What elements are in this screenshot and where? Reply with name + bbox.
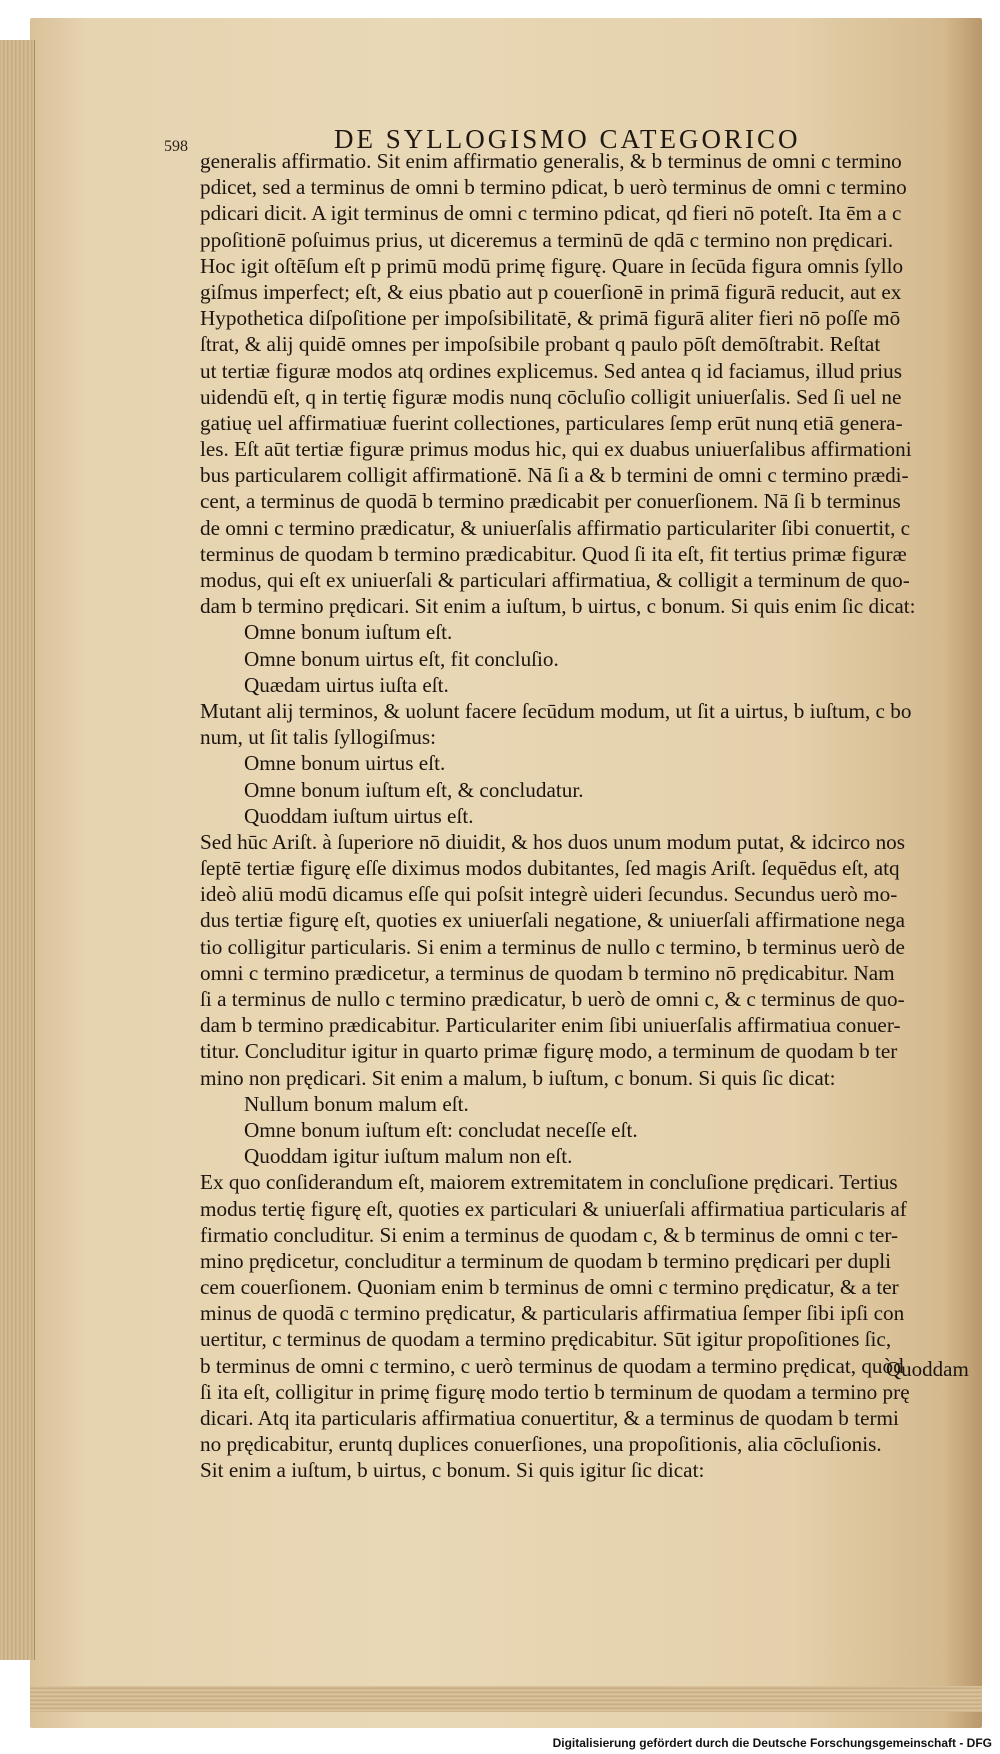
text-line: ppoſitionē poſuimus prius, ut diceremus a terminū de qdā c termino non prędicari. [200, 227, 894, 252]
text-line: mino non prędicari. Sit enim a malum, b iuſtum, c bonum. Si quis ſic dicat: [200, 1065, 836, 1090]
text-line: modus, qui eſt ex uniuerſali & particulari affirmatiua, & colligit a terminum de quo- [200, 568, 910, 592]
text-line: num, ut ſit talis ſyllogiſmus: [200, 725, 437, 750]
text-line: dam b termino prędicari. Sit enim a iuſtum, b uirtus, c bonum. Si quis enim ſic dicat: [200, 594, 916, 619]
text-line: ſi ita eſt, colligitur in primę figurę modo tertio b terminum de quodam a termino prę [200, 1379, 910, 1404]
text-line: ſi a terminus de nullo c termino prædicatur, b uerò de omni c, & c terminus de quo- [200, 987, 905, 1011]
text-line: omni c termino prædicetur, a terminus de quodam b termino nō prędicabitur. Nam [200, 960, 895, 985]
text-line: firmatio concluditur. Si enim a terminus de quodam c, & b terminus de omni c ter- [200, 1222, 899, 1247]
text-line: ſeptē tertiæ figurę eſſe diximus modos dubitantes, ſed magis Ariſt. ſequēdus eſt, atq [200, 856, 900, 881]
text-line: pdicari dicit. A igit terminus de omni c termino pdicat, qd fieri nō poteſt. Ita ēm a c [200, 201, 902, 226]
text-line: pdicet, sed a terminus de omni b termino pdicat, b uerò terminus de omni c termino [200, 175, 907, 200]
digitization-credit: Digitalisierung gefördert durch die Deutsche Forschungsgemeinschaft - DFG [552, 1736, 992, 1750]
text-line: dus tertiæ figurę eſt, quoties ex uniuerſali negatione, & uniuerſali affirmatione nega [200, 908, 906, 933]
text-line: Mutant alij terminos, & uolunt facere ſecūdum modum, ut ſit a uirtus, b iuſtum, c bo [200, 698, 912, 723]
body-text [200, 148, 970, 1484]
text-line: dicari. Atq ita particularis affirmatiua conuertitur, & a terminus de quodam b termi [200, 1406, 899, 1430]
text-line: b terminus de omni c termino, c uerò terminus de quodam a termino prędicat, quòd [200, 1353, 904, 1378]
text-line: ideò aliū modū dicamus eſſe qui poſsit integrè uideri ſecundus. Secundus uerò mo- [200, 882, 898, 907]
text-line: Omne bonum uirtus eſt. [244, 751, 446, 776]
page-number: 598 [164, 138, 188, 155]
text-line: Hoc igit oſtēſum eſt p primū modū primę figurę. Quare in ſecūda figura omnis ſyllo [200, 253, 904, 278]
text-line: uertitur, c terminus de quodam a termino prędicabitur. Sūt igitur propoſitiones ſic, [200, 1327, 892, 1352]
text-line: bus particularem colligit affirmationē. Nā ſi a & b termini de omni c termino prædi- [200, 463, 909, 488]
text-line: Quoddam iuſtum uirtus eſt. [244, 803, 474, 828]
text-line: Omne bonum uirtus eſt, fit concluſio. [244, 646, 559, 671]
book-fore-edge [0, 40, 35, 1660]
text-line: modus tertię figurę eſt, quoties ex particulari & uniuerſali affirmatiua particularis af [200, 1196, 907, 1221]
text-line: Sit enim a iuſtum, b uirtus, c bonum. Si quis igitur ſic dicat: [200, 1458, 705, 1483]
text-line: Omne bonum iuſtum eſt: concludat neceſſe eſt. [244, 1117, 638, 1142]
text-line: dam b termino prædicabitur. Particulariter enim ſibi uniuerſalis affirmatiua conuer- [200, 1013, 901, 1038]
text-line: cem couerſionem. Quoniam enim b terminus de omni c termino prędicatur, & a ter [200, 1275, 899, 1300]
text-line: Quædam uirtus iuſta eſt. [244, 672, 449, 697]
text-line: giſmus imperfect; eſt, & eius pbatio aut p couerſionē in primā figurā reducit, aut ex [200, 279, 902, 304]
text-line: les. Eſt aūt tertiæ figuræ primus modus hic, qui ex duabus uniuerſalibus affirmationi [200, 437, 912, 462]
text-line: de omni c termino prædicatur, & uniuerſalis affirmatio particulariter ſibi conuertit, c [200, 515, 911, 540]
text-line: Nullum bonum malum eſt. [244, 1091, 469, 1116]
text-line: Omne bonum iuſtum eſt. [244, 620, 453, 645]
text-line: gatiuę uel affirmatiuæ fuerint collectiones, particulares ſemp erūt nunq etiā genera- [200, 410, 903, 435]
catchword: Quoddam [886, 1357, 969, 1381]
text-line: ut tertiæ figuræ modos atq ordines explicemus. Sed antea q id faciamus, illud prius [200, 358, 903, 383]
text-line: terminus de quodam b termino prædicabitur. Quod ſi ita eſt, fit tertius primæ figuræ [200, 541, 907, 566]
text-line: uidendū eſt, q in tertię figuræ modis nunq cōcluſio colligit uniuerſalis. Sed ſi uel ne [200, 384, 902, 409]
text-line: generalis affirmatio. Sit enim affirmatio generalis, & b terminus de omni c termino [200, 149, 902, 173]
text-line: titur. Concluditur igitur in quarto primæ figurę modo, a terminum de quodam b ter [200, 1039, 898, 1064]
text-line: mino prędicetur, concluditur a terminum de quodam b termino prędicari per dupli [200, 1248, 892, 1273]
text-line: cent, a terminus de quodā b termino prædicabit per conuerſionem. Nā ſi b terminus [200, 489, 901, 514]
text-line: minus de quodā c termino prędicatur, & particularis affirmatiua ſemper ſibi ipſi con [200, 1301, 905, 1326]
text-line: tio colligitur particularis. Si enim a terminus de nullo c termino, b terminus uerò de [200, 934, 905, 959]
text-line: Quoddam igitur iuſtum malum non eſt. [244, 1144, 573, 1169]
text-line: no prędicabitur, eruntq duplices conuerſiones, una propoſitionis, alia cōcluſionis. [200, 1432, 882, 1457]
text-line: Omne bonum iuſtum eſt, & concludatur. [244, 777, 584, 802]
text-line: ſtrat, & alij quidē omnes per impoſsibile probant q paulo pōſt demōſtrabit. Reſtat [200, 332, 881, 357]
book-bottom-edge [30, 1686, 982, 1712]
text-line: Ex quo conſiderandum eſt, maiorem extremitatem in concluſione prędicari. Tertius [200, 1170, 898, 1195]
text-line: Hypothetica diſpoſitione per impoſsibilitatē, & primā figurā aliter fieri nō poſſe mō [200, 306, 901, 331]
running-head: DE SYLLOGISMO CATEGORICO [334, 124, 801, 154]
text-line: Sed hūc Ariſt. à ſuperiore nō diuidit, & hos duos unum modum putat, & idcirco nos [200, 829, 906, 854]
